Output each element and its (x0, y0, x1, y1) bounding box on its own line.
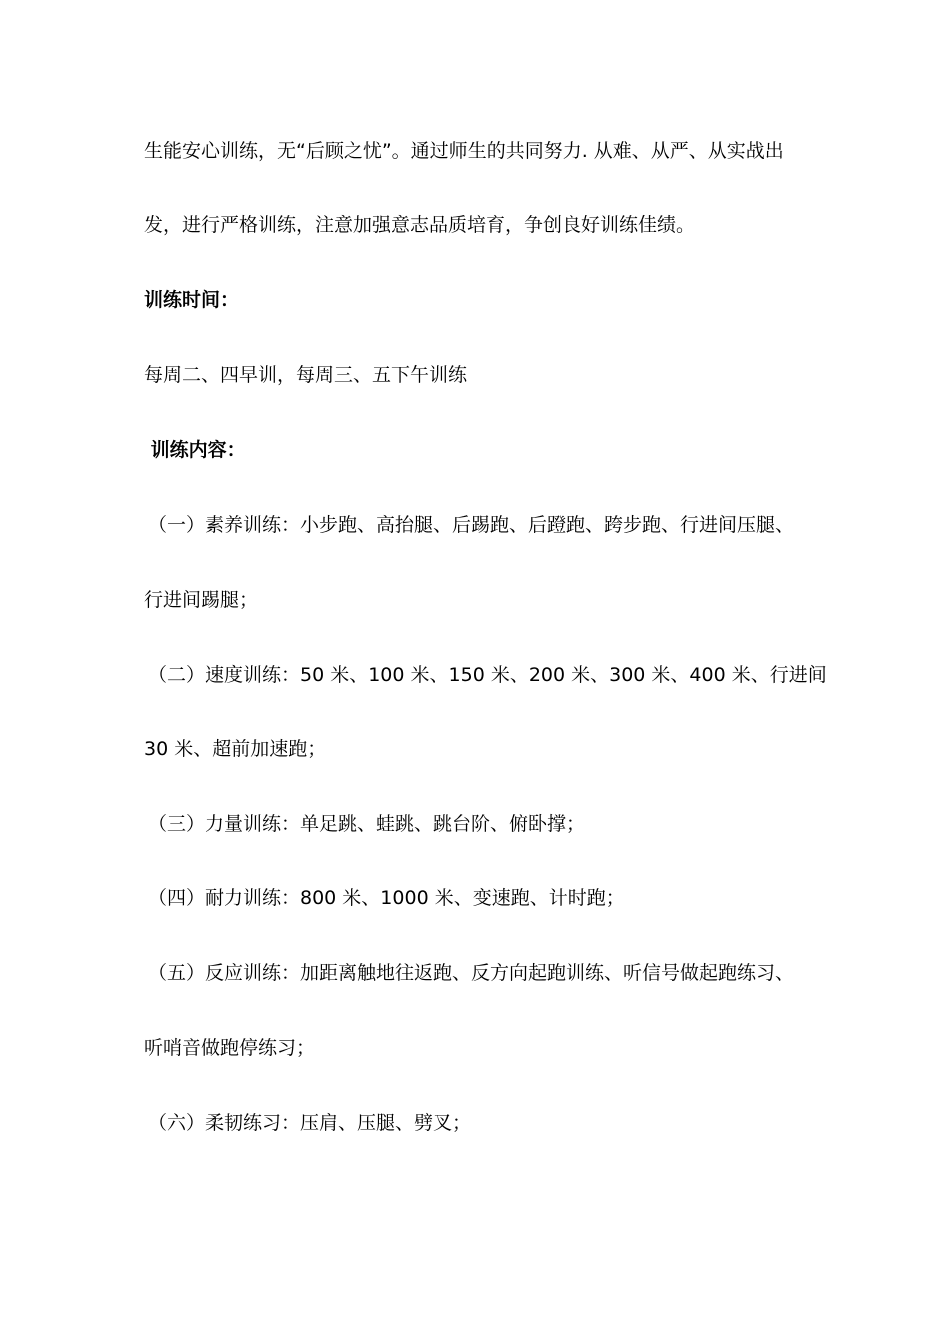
list-item-line: （一）素养训练：小步跑、高抬腿、后踢跑、后蹬跑、跨步跑、行进间压腿、 (148, 514, 795, 536)
paragraph-line: 生能安心训练，无“后顾之忧”。通过师生的共同努力. 从难、从严、从实战出 (144, 140, 784, 162)
list-item-line: （四）耐力训练：800 米、1000 米、变速跑、计时跑； (148, 887, 625, 909)
list-item-line: （六）柔韧练习：压肩、压腿、劈叉； (148, 1112, 472, 1134)
section-heading-training-content: 训练内容： (144, 439, 246, 461)
paragraph-line: 每周二、四早训，每周三、五下午训练 (144, 364, 468, 386)
list-item-line: 行进间踢腿； (144, 589, 259, 611)
list-item-line: 30 米、超前加速跑； (144, 738, 327, 760)
list-item-line: （三）力量训练：单足跳、蛙跳、跳台阶、俯卧撑； (148, 813, 586, 835)
list-item-line: （二）速度训练：50 米、100 米、150 米、200 米、300 米、400 米、行进间 (148, 664, 827, 686)
list-item-line: 听哨音做跑停练习； (144, 1037, 316, 1059)
section-heading-training-time: 训练时间： (144, 289, 240, 311)
paragraph-line: 发，进行严格训练，注意加强意志品质培育，争创良好训练佳绩。 (144, 214, 696, 236)
list-item-line: （五）反应训练：加距离触地往返跑、反方向起跑训练、听信号做起跑练习、 (148, 962, 795, 984)
